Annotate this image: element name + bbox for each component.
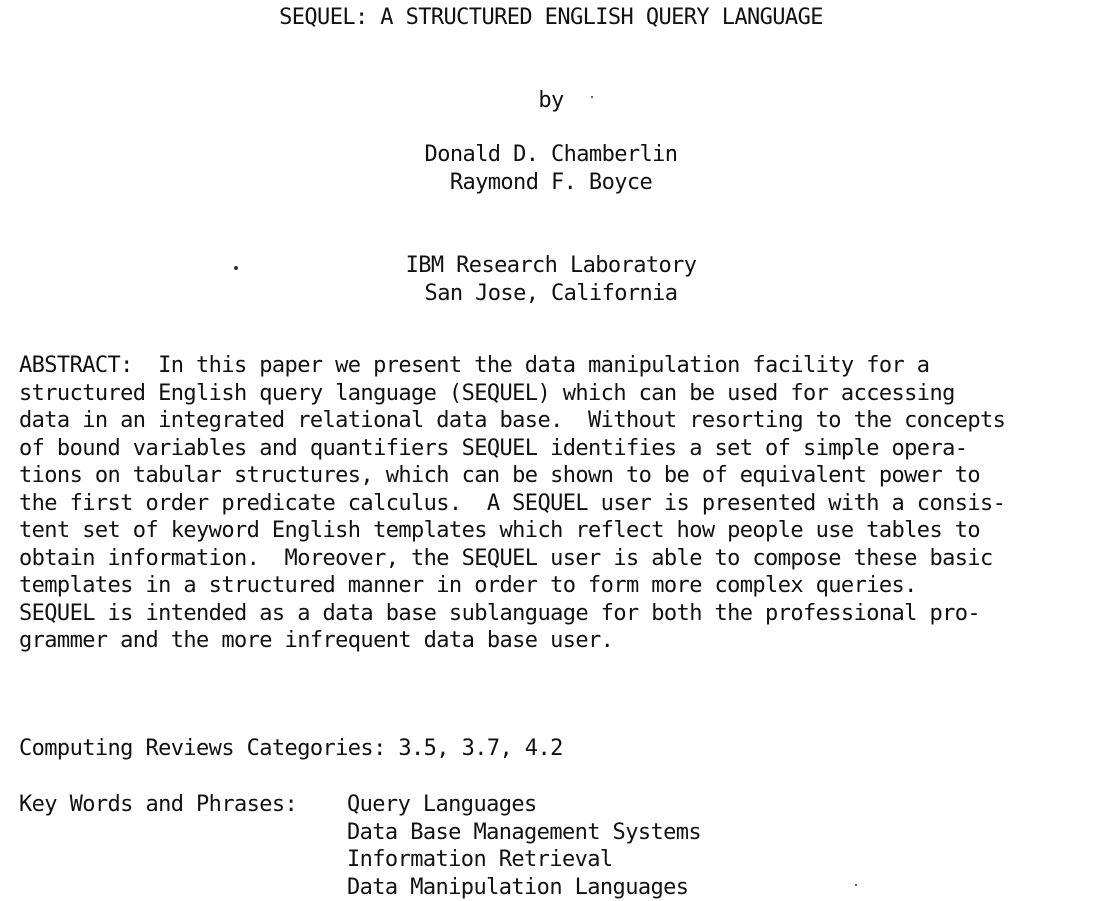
keyword-item: Query Languages [347,791,701,819]
institution-name: IBM Research Laboratory [0,252,1102,280]
keyword-item: Data Manipulation Languages [347,874,701,901]
scan-speck [234,266,238,270]
keyword-item: Data Base Management Systems [347,819,701,847]
scan-speck [855,884,857,886]
abstract-line: the first order predicate calculus. A SEQUEL user is presented with a consis- [19,490,1089,518]
keywords-label: Key Words and Phrases: [19,791,297,819]
abstract [19,352,1089,655]
author-name: Raymond F. Boyce [0,169,1102,197]
paper-title: SEQUEL: A STRUCTURED ENGLISH QUERY LANGUAGE [0,4,1102,32]
abstract-line: obtain information. Moreover, the SEQUEL user is able to compose these basic [19,545,1089,573]
abstract-line: data in an integrated relational data base. Without resorting to the concepts [19,407,1089,435]
keywords-list [347,791,701,901]
abstract-line: ABSTRACT: In this paper we present the data manipulation facility for a [19,352,1089,380]
keyword-item: Information Retrieval [347,846,701,874]
abstract-line: tent set of keyword English templates which reflect how people use tables to [19,517,1089,545]
abstract-line: grammer and the more infrequent data base user. [19,627,1089,655]
abstract-line: templates in a structured manner in order to form more complex queries. [19,572,1089,600]
scan-speck [591,96,593,98]
institution-location: San Jose, California [0,280,1102,308]
abstract-line: tions on tabular structures, which can be shown to be of equivalent power to [19,462,1089,490]
abstract-line: structured English query language (SEQUEL) which can be used for accessing [19,380,1089,408]
author-name: Donald D. Chamberlin [0,141,1102,169]
abstract-line: of bound variables and quantifiers SEQUEL identifies a set of simple opera- [19,435,1089,463]
computing-reviews-categories: Computing Reviews Categories: 3.5, 3.7, 4.2 [19,735,563,763]
byline: by [0,87,1102,115]
abstract-line: SEQUEL is intended as a data base sublanguage for both the professional pro- [19,600,1089,628]
